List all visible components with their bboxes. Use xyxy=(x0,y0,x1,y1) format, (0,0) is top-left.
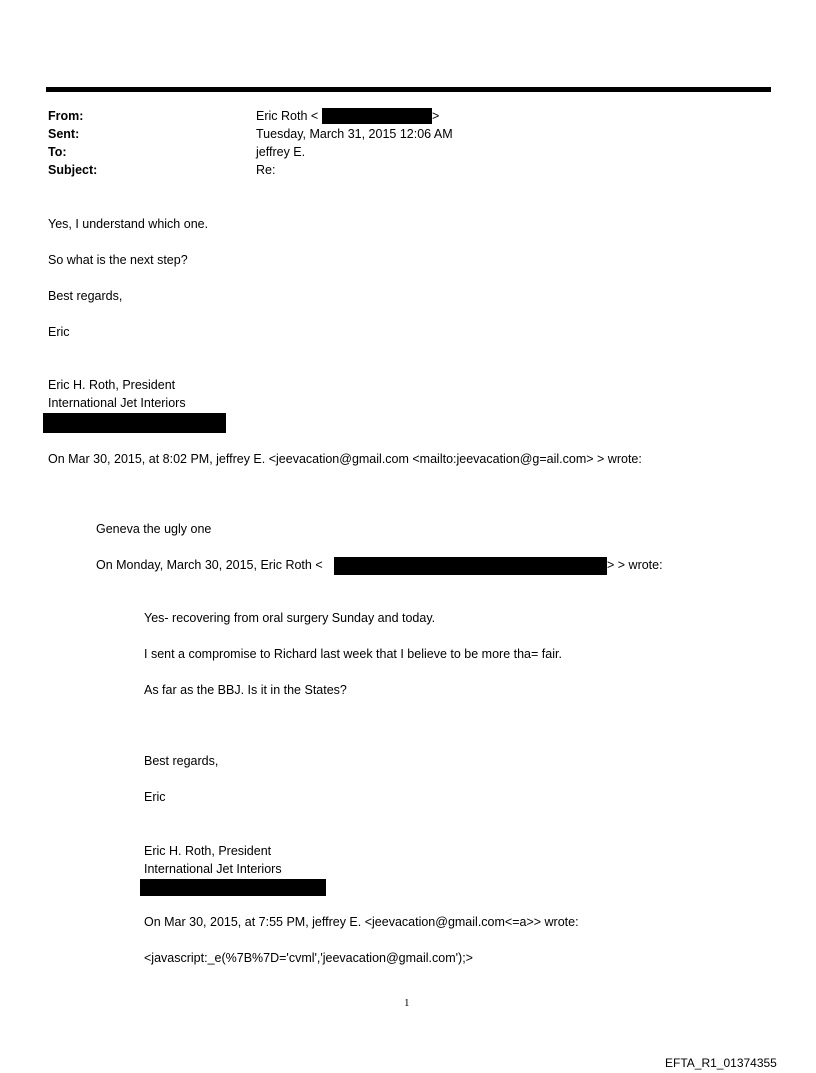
header-rule xyxy=(46,87,771,92)
to-label: To: xyxy=(48,145,67,159)
redaction-signature xyxy=(43,413,226,433)
quote1-attribution2-start: On Monday, March 30, 2015, Eric Roth < xyxy=(96,558,323,572)
quote2-line-2: I sent a compromise to Richard last week that I believe to be more tha= fair. xyxy=(144,647,562,661)
quote2-line-1: Yes- recovering from oral surgery Sunday and today. xyxy=(144,611,436,625)
page-number: 1 xyxy=(404,997,410,1009)
sent-value: Tuesday, March 31, 2015 12:06 AM xyxy=(256,127,453,141)
quote2-signoff: Eric xyxy=(144,790,166,804)
quote1-text: Geneva the ugly one xyxy=(96,522,212,536)
to-value: jeffrey E. xyxy=(256,145,306,159)
quote1-attribution: On Mar 30, 2015, at 8:02 PM, jeffrey E. <jeevacation@gmail.com <mailto:jeevacation@g=ail.com> > wrote: xyxy=(48,452,642,466)
from-value: Eric Roth < xyxy=(256,109,319,123)
sent-label: Sent: xyxy=(48,127,80,141)
quote2-attribution: On Mar 30, 2015, at 7:55 PM, jeffrey E. <jeevacation@gmail.com<=a>> wrote: xyxy=(144,915,579,929)
redaction-from-email xyxy=(322,108,432,124)
body-signoff: Eric xyxy=(48,325,70,339)
quote2-line-3: As far as the BBJ. Is it in the States? xyxy=(144,683,347,697)
signature-name: Eric H. Roth, President xyxy=(48,378,176,392)
signature-company: International Jet Interiors xyxy=(48,396,186,410)
from-close: > xyxy=(432,109,440,123)
redaction-quote-email xyxy=(334,557,607,575)
redaction-quote-signature xyxy=(140,879,326,896)
body-closing: Best regards, xyxy=(48,289,123,303)
footer-document-id: EFTA_R1_01374355 xyxy=(665,1056,777,1070)
quote2-closing: Best regards, xyxy=(144,754,219,768)
body-line-1: Yes, I understand which one. xyxy=(48,217,209,231)
subject-label: Subject: xyxy=(48,163,98,177)
from-label: From: xyxy=(48,109,84,123)
quote2-signature-name: Eric H. Roth, President xyxy=(144,844,272,858)
quote2-js-line: <javascript:_e(%7B%7D='cvml','jeevacation@gmail.com');> xyxy=(144,951,473,965)
body-line-2: So what is the next step? xyxy=(48,253,188,267)
subject-value: Re: xyxy=(256,163,276,177)
quote2-signature-company: International Jet Interiors xyxy=(144,862,282,876)
quote1-attribution2-end: > > wrote: xyxy=(607,558,663,572)
